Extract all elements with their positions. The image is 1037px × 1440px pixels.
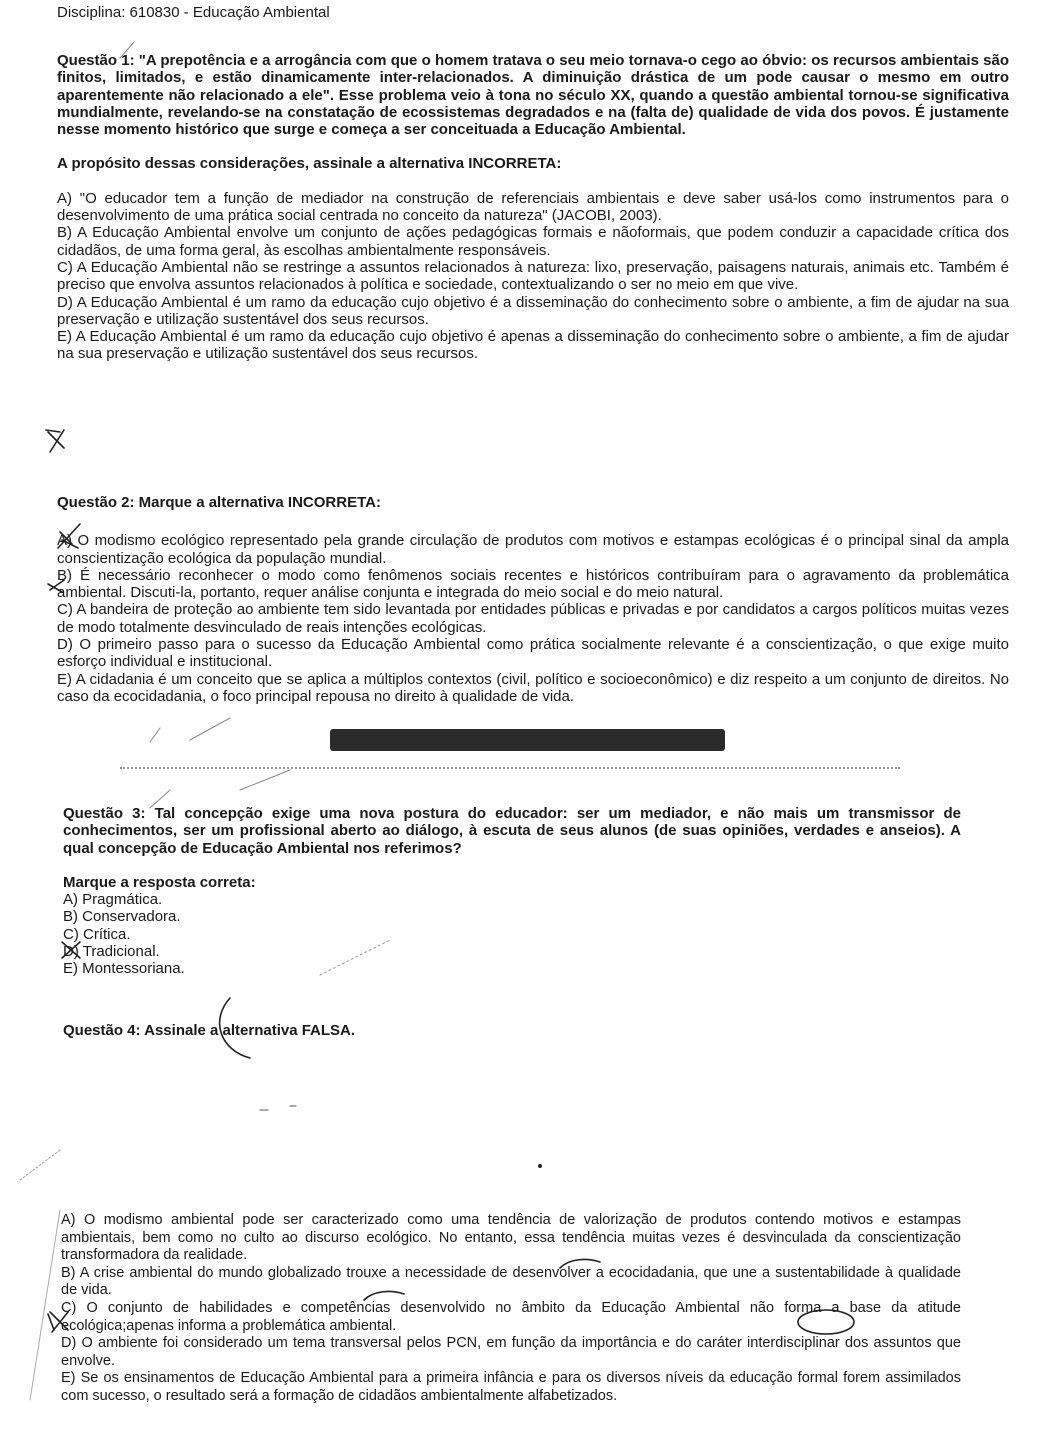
question-3-option-d: D) Tradicional.	[63, 943, 160, 961]
faded-duplicate-line	[120, 767, 900, 772]
question-1	[57, 52, 1009, 363]
question-4	[63, 1022, 1015, 1039]
question-1-options	[57, 190, 1009, 363]
question-3-option-e: E) Montessoriana.	[63, 960, 185, 978]
question-3-option-b: B) Conservadora.	[63, 908, 181, 926]
question-3-option-a: A) Pragmática.	[63, 891, 163, 909]
question-3-instruction: Marque a resposta correta:	[63, 873, 256, 891]
question-2-options	[57, 532, 1009, 705]
question-4-option-d: D) O ambiente foi considerado um tema transversal pelos PCN, em função da importância e do caráter interdisciplinar dos assuntos que envolve.	[61, 1335, 961, 1369]
question-4-option-a: A) O modismo ambiental pode ser caracterizado como uma tendência de valorização de produtos contendo motivos e estampas ambientais, bem como no culto ao discurso ecológico. No entanto, essa tendência muitas vezes é desvinculada da conscientização transformadora da realidade.	[61, 1212, 961, 1264]
question-4-option-b: B) A crise ambiental do mundo globalizado trouxe a necessidade de desenvolver a ecocidadania, que une a sustentabilidade à qualidade de vida.	[61, 1264, 961, 1299]
question-3-statement: Questão 3: Tal concepção exige uma nova postura do educador: ser um mediador, e não mais um transmissor de conhecimentos, ser um profissional aberto ao diálogo, à escuta de seus alunos (de suas opiniões, verdades e anseios). A qual concepção de Educação Ambiental nos referimos?	[63, 805, 961, 857]
question-4-statement: Questão 4: Assinale a alternativa FALSA.	[63, 1022, 356, 1039]
question-1-instruction: A propósito dessas considerações, assinale a alternativa INCORRETA:	[57, 155, 562, 173]
question-1-option-e: E) A Educação Ambiental é um ramo da educação cujo objetivo é apenas a disseminação do conhecimento sobre o ambiente, a fim de ajudar na sua preservação e utilização sustentável dos seus recursos.	[57, 328, 1009, 363]
question-3-options	[63, 891, 961, 977]
question-1-option-b: B) A Educação Ambiental envolve um conjunto de ações pedagógicas formais e nãoformais, que podem conduzir a capacidade crítica dos cidadãos, de uma forma geral, às escolhas ambientalmente responsáveis.	[57, 224, 1009, 259]
question-3	[63, 805, 961, 978]
question-4-options	[61, 1212, 961, 1406]
question-3-option-c: C) Crítica.	[63, 925, 131, 943]
question-2-option-d: D) O primeiro passo para o sucesso da Educação Ambiental como prática socialmente relevante é a conscientização, o que exige muito esforço individual e institucional.	[57, 636, 1009, 671]
answer-cross-q1-e	[46, 430, 64, 452]
question-2-option-c: C) A bandeira de proteção ao ambiente tem sido levantada por entidades públicas e privadas e por candidatos a cargos políticos muitas vezes de modo totalmente desvinculado de reais intenções ecológicas.	[57, 601, 1009, 636]
question-4-option-e: E) Se os ensinamentos de Educação Ambiental para a primeira infância e para os diversos níveis da educação formal forem assimilados com sucesso, o resultado será a formação de cidadãos ambientalmente alfabetizados.	[61, 1370, 961, 1404]
question-2-statement: Questão 2: Marque a alternativa INCORRETA:	[57, 494, 381, 511]
question-4-option-c: C) O conjunto de habilidades e competências desenvolvido no âmbito da Educação Ambiental não forma a base da atitude ecológica;apenas informa a problemática ambiental.	[61, 1299, 961, 1334]
discipline-header: Disciplina: 610830 - Educação Ambiental	[57, 4, 330, 21]
question-2	[57, 494, 1009, 705]
question-2-option-a: A) O modismo ecológico representado pela grande circulação de produtos com motivos e estampas ecológicas é o principal sinal da ampla conscientização ecológica da população mundial.	[57, 532, 1009, 567]
question-1-statement: Questão 1: "A prepotência e a arrogância com que o homem tratava o seu meio tornava-o cego ao óbvio: os recursos ambientais são finitos, limitados, e estão dinamicamente inter-relacionados. A diminuição drástica de um pode causar o mesmo em outro aparentemente não relacionado a ele". Esse problema veio à tona no século XX, quando a questão ambiental tornou-se significativa mundialmente, revelando-se na constatação de ecossistemas degradados e na (falta de) qualidade de vida dos povos. É justamente nesse momento histórico que surge e começa a ser conceituada a Educação Ambiental.	[57, 52, 1009, 139]
question-1-option-d: D) A Educação Ambiental é um ramo da educação cujo objetivo é a disseminação do conhecimento sobre o ambiente, a fim de ajudar na sua preservação e utilização sustentável dos seus recursos.	[57, 293, 1009, 328]
question-2-option-b: B) É necessário reconhecer o modo como fenômenos sociais recentes e históricos contribuíram para o agravamento da problemática ambiental. Discuti-la, portanto, requer análise conjunta e integrada do meio social e do meio natural.	[57, 566, 1009, 602]
question-1-option-c: C) A Educação Ambiental não se restringe a assuntos relacionados à natureza: lixo, preservação, paisagens naturais, animais etc. Também é preciso que envolva assuntos relacionados à política e sociedade, contextualizando o ser no meio em que vive.	[57, 258, 1009, 294]
question-1-option-a: A) "O educador tem a função de mediador na construção de referenciais ambientais e deve saber usá-los como instrumentos para o desenvolvimento de uma prática social centrada no conceito da natureza" (JACOBI, 2003).	[57, 189, 1009, 225]
question-2-option-e: E) A cidadania é um conceito que se aplica a múltiplos contextos (civil, político e socioeconômico) e diz respeito a um conjunto de direitos. No caso da ecocidadania, o foco principal repousa no direito à qualidade de vida.	[57, 670, 1009, 705]
overlay-toolbar-strip	[330, 729, 725, 751]
